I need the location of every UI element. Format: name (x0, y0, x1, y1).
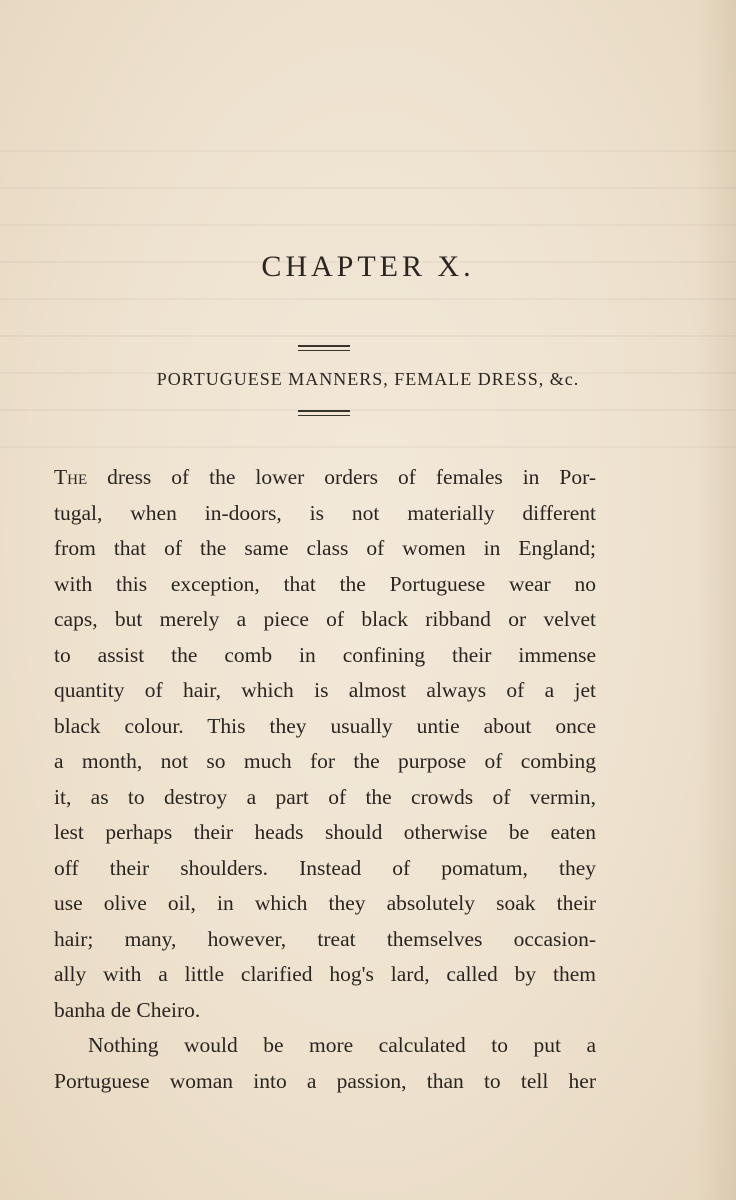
show-through-text (0, 150, 736, 450)
text-line (54, 460, 596, 496)
text-line: black colour. This they usually untie about once (54, 713, 596, 738)
text-line: with this exception, that the Portuguese wear no (54, 571, 596, 596)
text-line: to assist the comb in confining their immense (54, 642, 596, 667)
chapter-title: CHAPTER X. (261, 250, 475, 283)
chapter-subtitle: PORTUGUESE MANNERS, FEMALE DRESS, &c. (156, 369, 580, 389)
text-line: a month, not so much for the purpose of combing (54, 749, 596, 773)
text-line: caps, but merely a piece of black ribband or velvet (54, 607, 596, 631)
text-line: tugal, when in-doors, is not materially different (54, 500, 596, 525)
lead-word: The (54, 465, 88, 489)
text-line-content: dress of the lower orders of females in Por- (87, 465, 596, 489)
text-line: off their shoulders. Instead of pomatum, they (54, 855, 596, 880)
text-line: it, as to destroy a part of the crowds of vermin, (54, 784, 596, 809)
text-line: from that of the same class of women in England; (54, 536, 596, 560)
text-line: Portuguese woman into a passion, than to tell her (54, 1068, 596, 1093)
text-line: Nothing would be more calculated to put a (88, 1033, 596, 1057)
body-text (54, 460, 596, 1099)
text-line: hair; many, however, treat themselves occasion- (54, 926, 596, 951)
text-line: lest perhaps their heads should otherwise be eaten (54, 820, 596, 844)
divider-rule-top (298, 345, 350, 351)
page-edge-shadow (696, 0, 736, 1200)
text-line: ally with a little clarified hog's lard, called by them (54, 962, 596, 986)
text-line: use olive oil, in which they absolutely soak their (54, 891, 596, 915)
text-line: quantity of hair, which is almost always of a jet (54, 678, 596, 702)
divider-rule-bottom (298, 410, 350, 416)
text-line: banha de Cheiro. (54, 997, 201, 1022)
